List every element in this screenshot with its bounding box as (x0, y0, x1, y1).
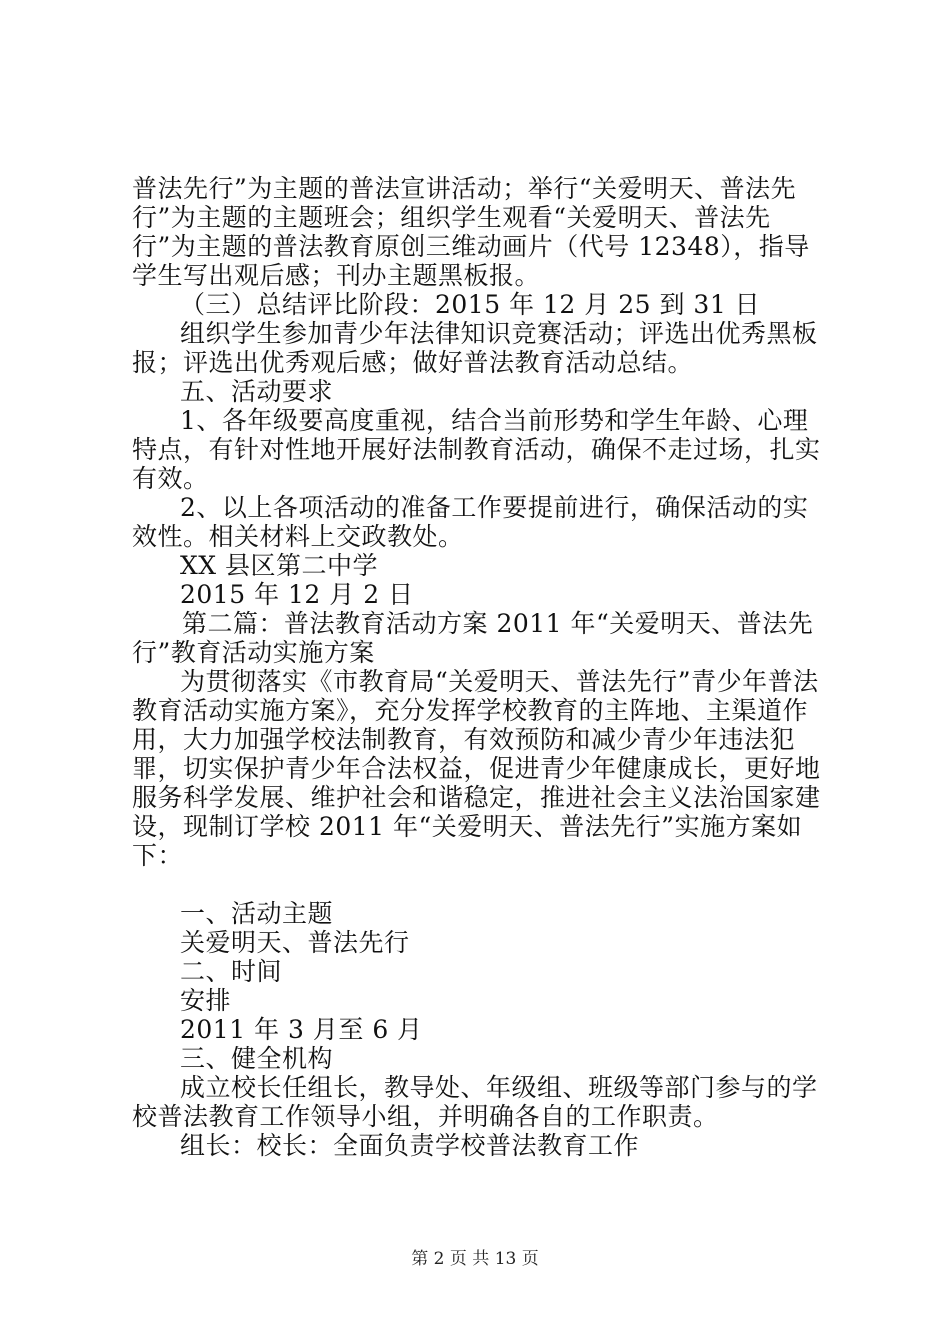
signature-date: 2015 年 12 月 2 日 (180, 580, 414, 609)
page-footer: 第 2 页 共 13 页 (411, 1249, 539, 1269)
document-body (132, 174, 832, 1160)
section-heading-time: 二、时间 (180, 957, 283, 986)
section-heading-theme: 一、活动主题 (180, 899, 334, 928)
requirement-item-2: 2、以上各项活动的准备工作要提前进行，确保活动的实效性。相关材料上交政教处。 (132, 493, 809, 551)
section-heading-requirements: 五、活动要求 (180, 377, 334, 406)
paragraph-summary-activities: 组织学生参加青少年法律知识竞赛活动；评选出优秀黑板报；评选出优秀观后感；做好普法教育活动总结。 (132, 319, 818, 377)
time-range: 2011 年 3 月至 6 月 (180, 1015, 423, 1044)
paragraph-continuation: 普法先行”为主题的普法宣讲活动；举行“关爱明天、普法先行”为主题的主题班会；组织学生观看“关爱明天、普法先行”为主题的普法教育原创三维动画片（代号 12348），指导学生写出观后感；刊办主题黑板报。 (132, 174, 810, 290)
section-heading-organization: 三、健全机构 (180, 1044, 334, 1073)
second-article-title: 第二篇：普法教育活动方案 2011 年“关爱明天、普法先行”教育活动实施方案 (132, 609, 814, 667)
section-heading-summary-stage: （三）总结评比阶段：2015 年 12 月 25 到 31 日 (180, 290, 761, 319)
requirement-item-1: 1、各年级要高度重视，结合当前形势和学生年龄、心理特点，有针对性地开展好法制教育活动，确保不走过场，扎实有效。 (132, 406, 821, 493)
paragraph-intro: 为贯彻落实《市教育局“关爱明天、普法先行”青少年普法教育活动实施方案》，充分发挥学校教育的主阵地、主渠道作用，大力加强学校法制教育，有效预防和减少青少年违法犯罪，切实保护青少年合法权益，促进青少年健康成长，更好地服务科学发展、维护社会和谐稳定，推进社会主义法治国家建设，现制订学校 2011 年“关爱明天、普法先行”实施方案如下： (132, 667, 821, 870)
paragraph-leader: 组长：校长：全面负责学校普法教育工作 (180, 1131, 640, 1160)
signature-school: XX 县区第二中学 (180, 551, 379, 580)
paragraph-spacer (132, 870, 832, 899)
time-subheading: 安排 (180, 986, 232, 1015)
theme-text: 关爱明天、普法先行 (180, 928, 410, 957)
paragraph-organization: 成立校长任组长，教导处、年级组、班级等部门参与的学校普法教育工作领导小组，并明确各自的工作职责。 (132, 1073, 818, 1131)
